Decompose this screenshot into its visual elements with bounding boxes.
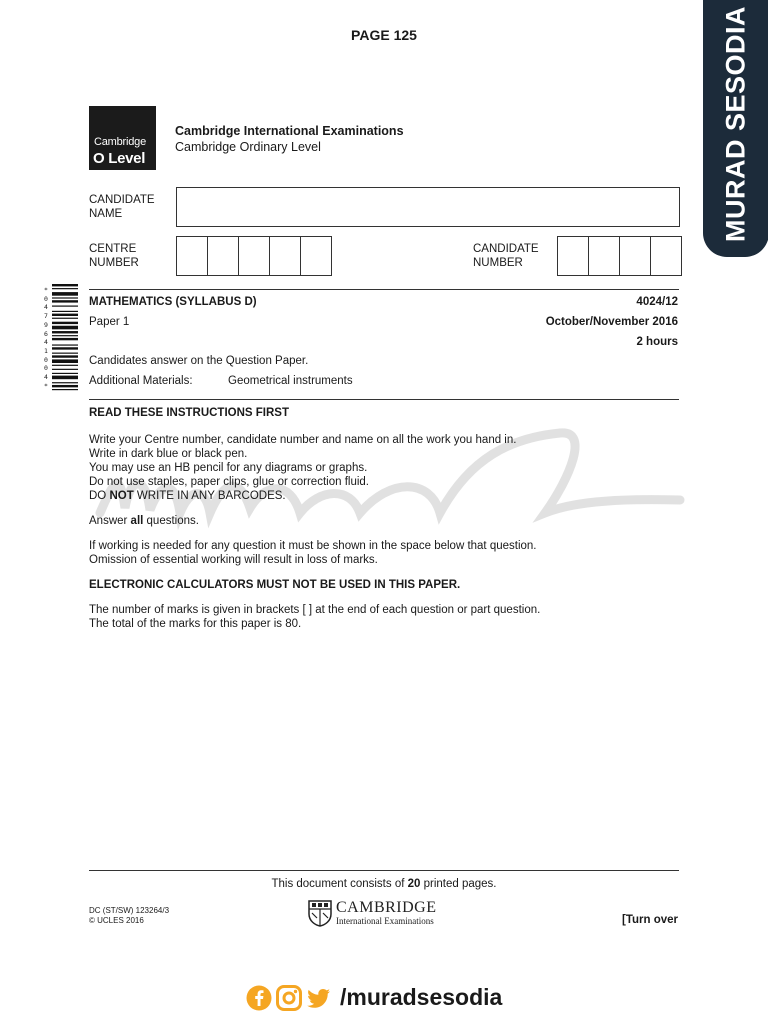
divider [89,289,679,290]
candidate-number-digit-box[interactable] [650,236,682,276]
barcode-digits [42,286,50,390]
calculator-warning: ELECTRONIC CALCULATORS MUST NOT BE USED IN THIS PAPER. [89,579,461,591]
barcode-digit: 9 [44,320,48,329]
marks-instruction: The number of marks is given in brackets [ ] at the end of each question or part question. [89,604,541,616]
barcode-digit: 4 [44,338,48,347]
barcode-digit: 0 [44,355,48,364]
divider [89,399,679,400]
centre-number-label [89,242,139,270]
working-instruction: If working is needed for any question it must be shown in the space below that question. [89,540,537,552]
barcode-image [52,284,78,415]
barcode-digit: 6 [44,329,48,338]
instruction-line: Write in dark blue or black pen. [89,448,248,460]
cambridge-subtitle: International Examinations [336,916,434,926]
logo-line2: O Level [93,150,146,167]
page-count-end: printed pages. [420,878,497,890]
brand-tab [703,0,768,257]
barcode-instruction [89,489,689,503]
centre-number-digit-box[interactable] [300,236,332,276]
instructions-body [89,433,689,631]
additional-materials-value: Geometrical instruments [228,375,353,387]
paper-code: 4024/12 [636,296,678,308]
answer-instruction-emphasis: all [130,515,144,527]
document-code-line: DC (ST/SW) 123264/3 [89,906,170,915]
centre-number-digit-box[interactable] [176,236,208,276]
candidate-name-label [89,193,155,221]
facebook-icon[interactable] [246,985,272,1011]
candidate-name-label-line1: CANDIDATE [89,194,155,206]
logo-line1: Cambridge [94,136,147,148]
barcode-digit: 0 [44,294,48,303]
cambridge-o-level-logo [89,106,156,170]
candidate-number-digit-box[interactable] [557,236,589,276]
footer-divider [89,870,679,871]
answer-instruction-start: Answer [89,515,131,527]
centre-number-label-line2: NUMBER [89,257,139,269]
barcode-digit: 7 [44,312,48,321]
barcode-instruction-end: WRITE IN ANY BARCODES. [133,490,286,502]
working-instruction: Omission of essential working will result in loss of marks. [89,554,378,566]
answer-all-instruction [89,514,689,528]
exam-session: October/November 2016 [545,316,678,328]
centre-number-digit-box[interactable] [207,236,239,276]
barcode-digit: * [44,381,48,390]
barcode-digit: 4 [44,303,48,312]
exam-board-name: Cambridge International Examinations [175,124,404,138]
barcode-digit: 4 [44,373,48,382]
exam-duration: 2 hours [636,336,678,348]
instructions-heading: READ THESE INSTRUCTIONS FIRST [89,407,289,419]
additional-materials-label: Additional Materials: [89,375,193,387]
cambridge-crest-icon [308,900,332,927]
page-count-start: This document consists of [271,878,408,890]
barcode-digit: 0 [44,364,48,373]
centre-number-digit-box[interactable] [269,236,301,276]
barcode-instruction-emphasis: NOT [109,490,134,502]
candidate-number-label-line2: NUMBER [473,257,523,269]
social-handle[interactable]: /muradsesodia [340,984,503,1010]
qualification-name: Cambridge Ordinary Level [175,140,321,154]
page-count-note [0,878,768,890]
instruction-line: Do not use staples, paper clips, glue or correction fluid. [89,476,369,488]
answer-instruction-end: questions. [143,515,199,527]
instruction-line: You may use an HB pencil for any diagrams or graphs. [89,462,368,474]
centre-number-boxes [176,236,332,274]
page-count-number: 20 [407,878,421,890]
page-number: PAGE 125 [351,27,417,43]
barcode-digit: * [44,286,48,294]
cambridge-wordmark: CAMBRIDGE [336,899,437,916]
centre-number-label-line1: CENTRE [89,243,137,255]
candidate-name-label-line2: NAME [89,208,123,220]
marks-instruction: The total of the marks for this paper is 80. [89,618,302,630]
instagram-icon[interactable] [276,985,302,1011]
copyright-line: © UCLES 2016 [89,916,144,925]
candidate-number-digit-box[interactable] [619,236,651,276]
answer-on-paper-note: Candidates answer on the Question Paper. [89,355,309,367]
instruction-line: Write your Centre number, candidate number and name on all the work you hand in. [89,434,517,446]
document-code [89,906,169,926]
barcode-digit: 1 [44,346,48,355]
twitter-icon[interactable] [306,985,332,1011]
candidate-name-field[interactable] [176,187,680,227]
candidate-number-label [473,242,539,270]
candidate-number-digit-box[interactable] [588,236,620,276]
candidate-number-label-line1: CANDIDATE [473,243,539,255]
subject-title: MATHEMATICS (SYLLABUS D) [89,296,257,308]
paper-number: Paper 1 [89,316,130,328]
barcode-instruction-start: DO [89,490,110,502]
candidate-number-boxes [557,236,682,274]
centre-number-digit-box[interactable] [238,236,270,276]
social-links [246,984,502,1011]
turn-over-label: [Turn over [621,914,678,926]
brand-tab-text: MURAD SESODIA [720,5,751,243]
